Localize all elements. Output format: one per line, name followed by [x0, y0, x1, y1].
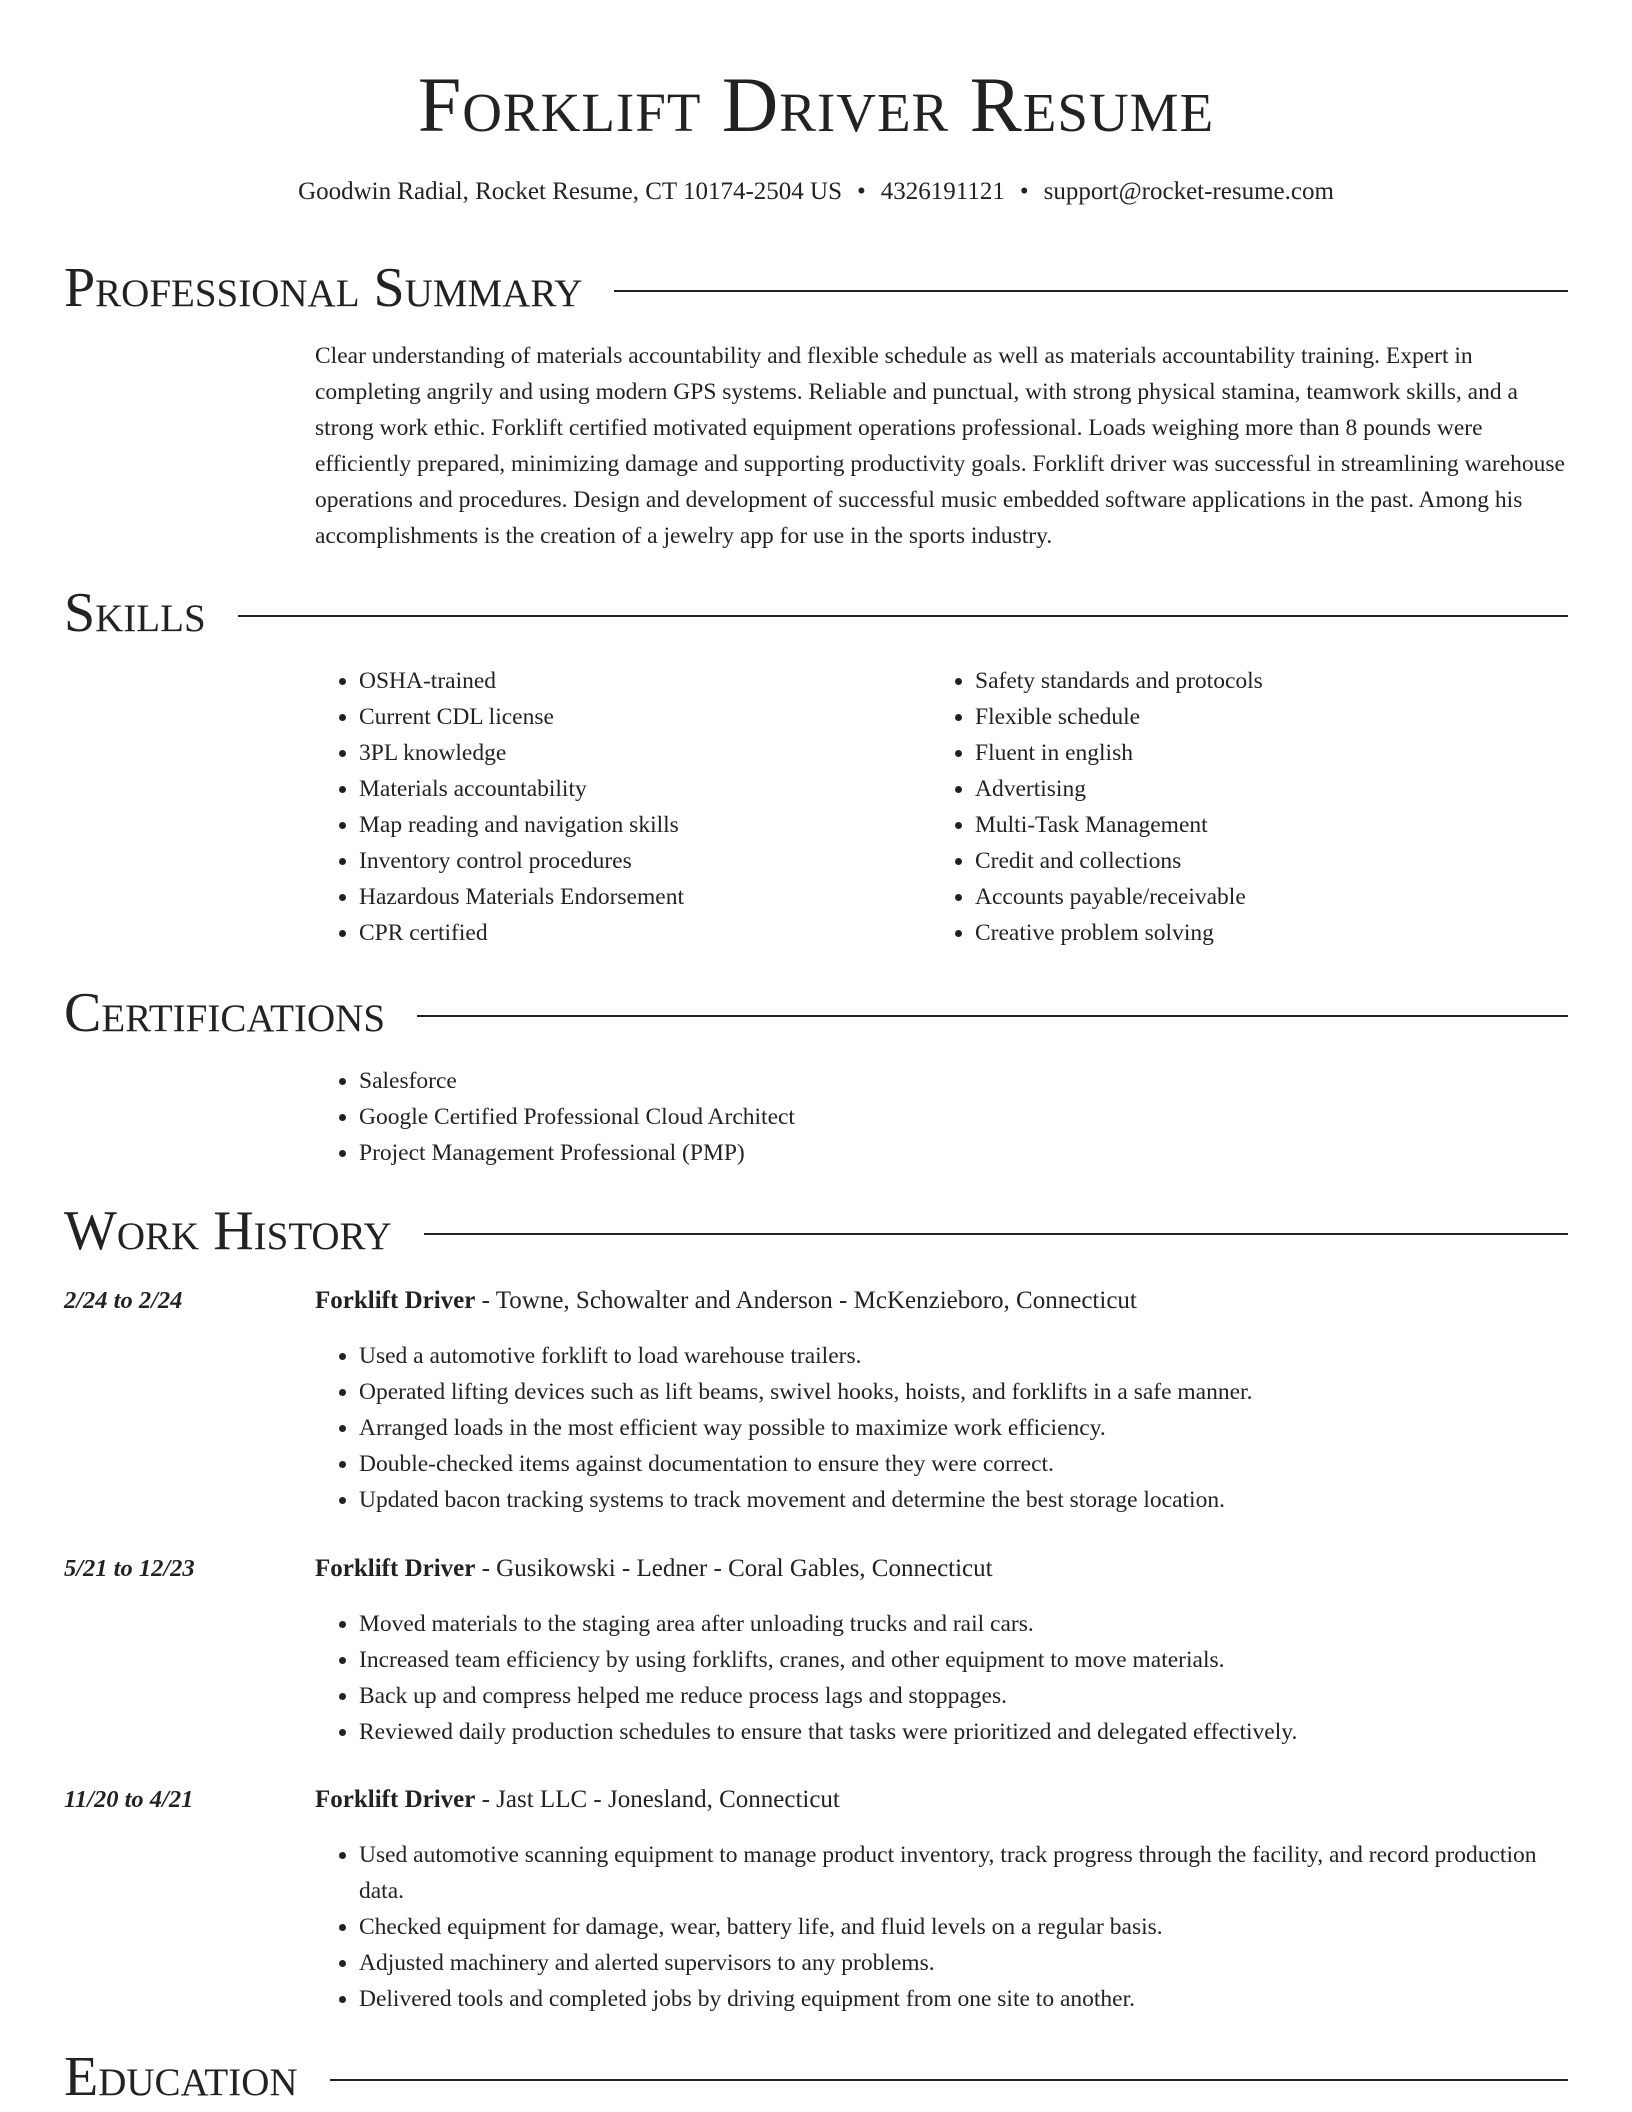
contact-address: Goodwin Radial, Rocket Resume, CT 10174-2504 US	[298, 178, 843, 205]
list-item: • Arranged loads in the most efficient way possible to maximize work efficiency.	[359, 1410, 1570, 1446]
list-item: • Credit and collections	[975, 843, 1551, 879]
list-item: • Increased team efficiency by using forklifts, cranes, and other equipment to move materials.	[359, 1642, 1570, 1678]
skills-column-left	[315, 663, 915, 951]
section-heading-work-history	[64, 1201, 1568, 1261]
job-dates: 2/24 to 2/24	[64, 1287, 183, 1314]
certifications-list	[315, 1063, 1515, 1171]
contact-phone: 4326191121	[880, 178, 1005, 205]
list-item: • Accounts payable/receivable	[975, 879, 1551, 915]
duties-list	[315, 1606, 1570, 1750]
list-item: • Moved materials to the staging area after unloading trucks and rail cars.	[359, 1606, 1570, 1642]
list-item: • Back up and compress helped me reduce process lags and stoppages.	[359, 1678, 1570, 1714]
list-item: • 3PL knowledge	[359, 735, 915, 771]
section-divider	[417, 1015, 1568, 1017]
list-item: • Hazardous Materials Endorsement	[359, 879, 915, 915]
section-divider	[238, 615, 1568, 617]
list-item: • Checked equipment for damage, wear, battery life, and fluid levels on a regular basis.	[359, 1909, 1570, 1945]
skills-list	[315, 663, 915, 951]
list-item: • Updated bacon tracking systems to track movement and determine the best storage location.	[359, 1482, 1570, 1518]
job-duties	[315, 1606, 1570, 1750]
list-item: • Fluent in english	[975, 735, 1551, 771]
contact-separator: •	[857, 178, 866, 205]
job-heading	[315, 1783, 840, 1817]
section-divider	[330, 2079, 1568, 2081]
duties-list	[315, 1338, 1570, 1518]
list-item: • Advertising	[975, 771, 1551, 807]
contact-email: support@rocket-resume.com	[1043, 178, 1334, 205]
list-item: • Salesforce	[359, 1063, 1515, 1099]
section-divider	[614, 290, 1568, 292]
section-title: Skills	[64, 582, 206, 644]
job-company: - Jast LLC - Jonesland, Connecticut	[475, 1786, 840, 1813]
list-item: • Used automotive scanning equipment to manage product inventory, track progress through the facility, and record production data.	[359, 1837, 1570, 1909]
job-duties	[315, 1837, 1570, 2017]
list-item: • OSHA-trained	[359, 663, 915, 699]
list-item: • Double-checked items against documentation to ensure they were correct.	[359, 1446, 1570, 1482]
section-title: Education	[64, 2046, 298, 2108]
list-item: • Reviewed daily production schedules to ensure that tasks were prioritized and delegated effectively.	[359, 1714, 1570, 1750]
job-role: Forklift Driver	[315, 1786, 476, 1813]
contact-line	[0, 176, 1632, 208]
certifications-block	[315, 1063, 1515, 1171]
skills-column-right	[931, 663, 1551, 951]
section-divider	[424, 1233, 1568, 1235]
section-title: Professional Summary	[64, 257, 583, 319]
list-item: • CPR certified	[359, 915, 915, 951]
job-company: - Towne, Schowalter and Anderson - McKenzieboro, Connecticut	[475, 1287, 1137, 1314]
job-dates: 5/21 to 12/23	[64, 1555, 195, 1582]
section-heading-skills	[64, 583, 1568, 643]
list-item: • Creative problem solving	[975, 915, 1551, 951]
section-heading-summary	[64, 258, 1568, 318]
job-duties	[315, 1338, 1570, 1518]
job-role: Forklift Driver	[315, 1287, 476, 1314]
list-item: • Map reading and navigation skills	[359, 807, 915, 843]
section-heading-certifications	[64, 983, 1568, 1043]
duties-list	[315, 1837, 1570, 2017]
section-title: Work History	[64, 1200, 392, 1262]
job-heading	[315, 1284, 1137, 1318]
list-item: • Materials accountability	[359, 771, 915, 807]
job-company: - Gusikowski - Ledner - Coral Gables, Connecticut	[475, 1555, 993, 1582]
list-item: • Multi-Task Management	[975, 807, 1551, 843]
section-title: Certifications	[64, 982, 386, 1044]
list-item: • Safety standards and protocols	[975, 663, 1551, 699]
list-item: • Adjusted machinery and alerted supervisors to any problems.	[359, 1945, 1570, 1981]
job-role: Forklift Driver	[315, 1555, 476, 1582]
list-item: • Flexible schedule	[975, 699, 1551, 735]
list-item: • Project Management Professional (PMP)	[359, 1135, 1515, 1171]
list-item: • Delivered tools and completed jobs by driving equipment from one site to another.	[359, 1981, 1570, 2017]
contact-separator: •	[1019, 178, 1029, 205]
skills-list	[931, 663, 1551, 951]
list-item: • Used a automotive forklift to load warehouse trailers.	[359, 1338, 1570, 1374]
job-dates: 11/20 to 4/21	[64, 1786, 194, 1813]
section-heading-education	[64, 2047, 1568, 2107]
page-title: Forklift Driver Resume	[417, 61, 1215, 148]
job-heading	[315, 1552, 993, 1586]
list-item: • Google Certified Professional Cloud Architect	[359, 1099, 1515, 1135]
list-item: • Operated lifting devices such as lift beams, swivel hooks, hoists, and forklifts in a safe manner.	[359, 1374, 1570, 1410]
summary-text: Clear understanding of materials accountability and flexible schedule as well as materials accountability training. Expert in completing angrily and using modern GPS systems. Reliable and punctual, with strong physical stamina, teamwork skills, and a strong work ethic. Forklift certified motivated equipment operations professional. Loads weighing more than 8 pounds were efficiently prepared, minimizing damage and supporting productivity goals. Forklift driver was successful in streamlining warehouse operations and procedures. Design and development of successful music embedded software applications in the past. Among his accomplishments is the creation of a jewelry app for use in the sports industry.	[315, 343, 1565, 549]
list-item: • Current CDL license	[359, 699, 915, 735]
list-item: • Inventory control procedures	[359, 843, 915, 879]
